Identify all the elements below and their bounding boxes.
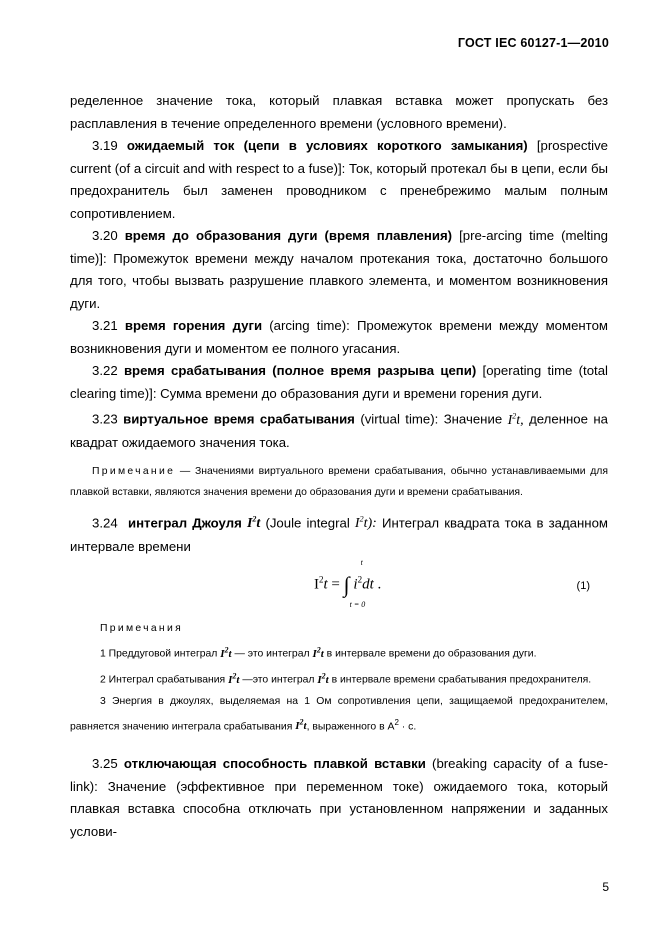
clause-text-cont: деленное на квадрат ожидаемого значения тока.: [70, 411, 608, 451]
clause-term: отключающая способность плавкой вставки: [123, 756, 426, 772]
clause-number: 3.19: [92, 138, 118, 153]
clause-term: виртуальное время срабатывания: [123, 411, 355, 427]
formula-block: [70, 560, 608, 618]
joule-integral-formula: $I^2t$ = ∫ t t = 0 $i^2dt$ .: [314, 558, 382, 610]
clause-term: интеграл Джоуля: [127, 515, 242, 531]
clause-3-24: [70, 509, 608, 559]
clause-number: 3.23: [92, 411, 118, 427]
clause-3-23: [70, 405, 608, 455]
clause-text: (breaking capacity of a fuse-link): Значение (эффективное при переменном токе) ожидаемого тока, который плавкая вставка способна отключать при установленном напряжении и заданных услови-: [70, 756, 608, 839]
clause-text: (arcing time): Промежуток времени между моментом возникновения дуги и моментом ее полного угасания.: [70, 318, 608, 356]
note-3: 3 Энергия в джоулях, выделяемая на 1 Ом сопротивления цепи, защищаемой предохранителем, равняется значению интеграла срабатывания $I^2t$, выраженного в $А^2 \cdot с$.: [70, 695, 608, 733]
clause-3-22: [70, 360, 608, 405]
note-text: — Значениями виртуального времени срабатывания, обычно устанавливаемыми для плавкой вставки, являются значения времени до образования дуги и времени срабатывания.: [70, 465, 608, 498]
equation-number: (1): [576, 580, 590, 593]
clause-term: ожидаемый ток (цепи в условиях короткого замыкания): [126, 138, 528, 153]
clause-3-19: [70, 135, 608, 225]
clause-3-25: [70, 753, 608, 843]
clause-number: 3.21: [92, 318, 118, 333]
i2t-symbol: $I^2t$: [246, 514, 261, 532]
i2t-symbol: $I^2t$,: [507, 411, 524, 428]
document-header: ГОСТ IEC 60127-1—2010: [457, 36, 609, 50]
english-term: (Joule integral: [265, 515, 350, 531]
note-label: Примечание: [92, 465, 176, 477]
intro-paragraph: ределенное значение тока, который плавкая вставка может пропускать без расплавления в течение определенного времени (условного времени).: [70, 93, 608, 131]
notes-heading: Примечания: [100, 623, 183, 635]
clause-text: (virtual time): Значение: [360, 411, 503, 427]
note-1: 1 Преддуговой интеграл $I^2t$ — это интеграл $I^2t$ в интервале времени до образования дуги.: [100, 645, 537, 660]
i2t-symbol-paren: $I^2t$):: [354, 514, 377, 532]
clause-text: [prospective current (of a circuit and with respect to a fuse)]: Ток, который протекал бы в цепи, если бы предохранитель был заменен проводником с пренебрежимо малым полным сопротивлением.: [70, 138, 608, 221]
clause-text: Интеграл квадрата тока в заданном интервале времени: [70, 515, 608, 554]
clause-number: 3.25: [92, 756, 118, 772]
clause-term: время срабатывания (полное время разрыва цепи): [123, 363, 477, 378]
clause-term: время до образования дуги (время плавления): [124, 228, 453, 243]
clause-number: 3.22: [92, 363, 118, 378]
clause-number: 3.24: [92, 515, 118, 531]
clause-text: [pre-arcing time (melting time)]: Промежуток времени между началом протекания тока, достаточно большого для того, чтобы вызвать разрушение плавкого элемента, и моментом возникновения дуги.: [70, 228, 608, 311]
clause-number: 3.20: [92, 228, 118, 243]
note-3-23: [70, 461, 608, 503]
clause-term: время горения дуги: [124, 318, 263, 333]
document-body: [70, 90, 608, 843]
integral-sign: ∫ t t = 0: [343, 558, 366, 610]
note-2: 2 Интеграл срабатывания $I^2t$ —это интеграл $I^2t$ в интервале времени срабатывания предохранителя.: [100, 670, 592, 686]
clause-3-20: [70, 225, 608, 315]
page-number: 5: [602, 880, 609, 894]
clause-3-21: [70, 315, 608, 360]
clause-text: [operating time (total clearing time)]: Сумма времени до образования дуги и времени горения дуги.: [70, 363, 608, 401]
